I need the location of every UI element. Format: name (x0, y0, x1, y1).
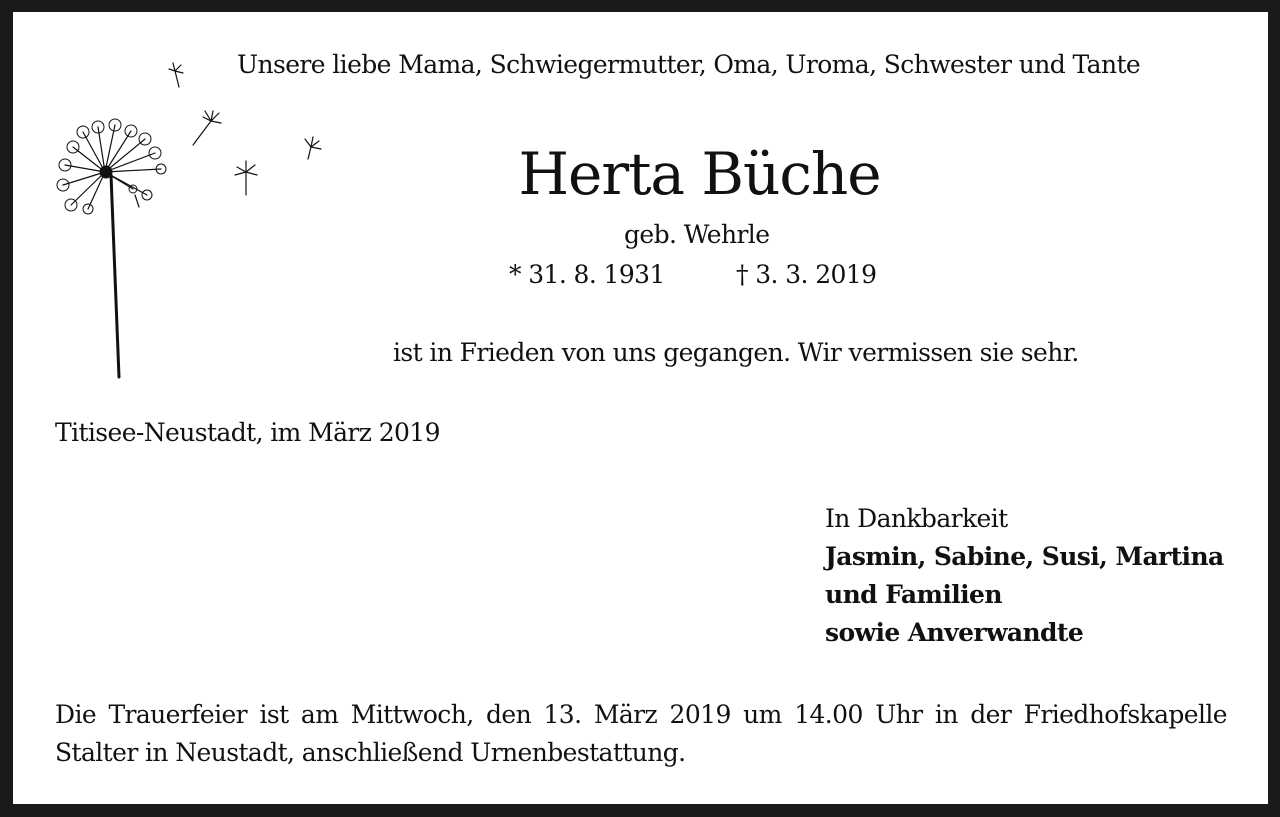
passed-line: ist in Frieden von uns gegangen. Wir vermissen sie sehr. (393, 338, 1079, 367)
obituary-notice (13, 12, 1268, 804)
birth-date: * 31. 8. 1931 (509, 260, 665, 289)
mourners-line: und Familien (825, 580, 1002, 609)
dandelion-icon (43, 47, 343, 382)
thanks-intro: In Dankbarkeit (825, 504, 1008, 533)
mourners-line: sowie Anverwandte (825, 618, 1084, 647)
mourners-line: Jasmin, Sabine, Susi, Martina (825, 542, 1224, 571)
thanks-block (825, 500, 1224, 652)
place-date: Titisee-Neustadt, im März 2019 (55, 418, 440, 447)
intro-line: Unsere liebe Mama, Schwiegermutter, Oma, Uroma, Schwester und Tante (237, 50, 1141, 79)
maiden-name: geb. Wehrle (624, 220, 770, 249)
death-date: † 3. 3. 2019 (736, 260, 877, 289)
funeral-info (55, 696, 1227, 772)
funeral-line: Die Trauerfeier ist am Mittwoch, den 13. März 2019 um 14.00 Uhr in der Friedhofskapelle (55, 700, 1227, 729)
funeral-line: Stalter in Neustadt, anschließend Urnenbestattung. (55, 738, 686, 767)
deceased-name: Herta Büche (518, 140, 881, 208)
